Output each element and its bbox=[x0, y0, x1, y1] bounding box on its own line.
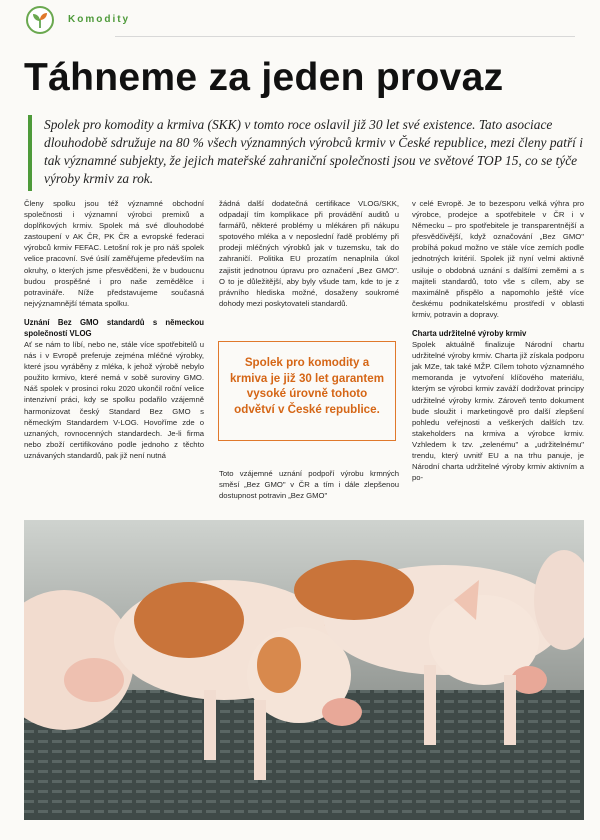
col1-paragraph-1: Členy spolku jsou též významné obchodní společnosti i významní výrobci premixů a doplňkových krmiv. Spolek má své dlouhodobé zastoupení v AK ČR, PK ČR a evropské federaci výrobců krmiv FEFAC. Letošní rok je pro náš spolek velice pracovní. Své úsilí zaměřujeme především na okruhy, o kterých jsme přesvědčeni, že v budoucnu budou prospěšné i pro naše zemědělce i potravináře. Níže představujeme současná nejvýznamnější témata spolku. bbox=[24, 199, 204, 308]
article-lead: Spolek pro komodity a krmiva (SKK) v tomto roce oslavil již 30 let své existence. Tato asociace dlouhodobě sdružuje na 80 % všech významných výrobců krmiv v České republice, mezi členy patří i tak významné subjekty, že jejich mateřské zahraniční společnosti jsou ve světové TOP 15, co se týče výroby krmiv za rok. bbox=[44, 117, 583, 186]
col3-paragraph-2: Spolek aktuálně finalizuje Národní chartu udržitelné výroby krmiv. Charta již získala podporu jak MZe, tak také MŽP. Cílem tohoto významného memoranda je vytvoření klíčového materiálu, kterým se výrobci krmiv zaváží dodržovat principy udržitelné výroby krmiv. Zároveň tento dokument bude sloužit i marketingově pro další zlepšení pohledu veřejnosti a veškerých dalších tzv. stakeholders na krmiva a výrobce krmiv. Vzhledem k tzv. „zelenému" a „udržitelnému" trendu, který uvnitř EU a na trhu panuje, je Národní charta udržitelné výroby krmiv aktivním a po- bbox=[412, 340, 584, 483]
col1-paragraph-2: Ať se nám to líbí, nebo ne, stále více spotřebitelů u nás i v Evropě preferuje zejména mléčné výrobky, které jsou vyráběny z mléka, k jehož výrobě nebylo použito krmivo, které nemá v sobě suroviny GMO. Náš spolek v prosinci roku 2020 ukončil roční velice intenzivní práci, kdy se spolku podařilo vzájemně harmonizovat český Standard Bez GMO s německým Standardem V-LOG. Hovoříme zde o uznaných, rovnocenných standardech. Je-li firma nebo zboží certifikováno podle jednoho z těchto uznávaných standardů, pak již není nutná bbox=[24, 339, 204, 460]
header-divider bbox=[115, 36, 575, 37]
piglets-photo bbox=[24, 520, 584, 820]
col2-paragraph-1: žádná další dodatečná certifikace VLOG/SKK, odpadají tím komplikace při provádění auditů u farmářů, některé problémy u mlékáren při nákupu spotového mléka a v neposlední řadě problémy při prodeji mléčných výrobků jak v tuzemsku, tak do zahraničí. Politika EU prozatím nenaplnila úkol zajistit jednotnou úpravu pro označení „Bez GMO". O to je důležitější, aby byly všude tam, kde to je z právního hlediska možné, dosaženy soukromé dohody mezi poskytovateli standardů. bbox=[219, 199, 399, 308]
page-header bbox=[0, 0, 600, 40]
col1-heading: Uznání Bez GMO standardů s německou společností VLOG bbox=[24, 317, 204, 338]
pull-quote bbox=[218, 341, 396, 441]
col2-paragraph-2: Toto vzájemné uznání podpoří výrobu krmných směsí „Bez GMO" v ČR a tím i dále zlepšenou dostupnost potravin „Bez GMO" bbox=[219, 469, 399, 501]
col3-heading: Charta udržitelné výroby krmiv bbox=[412, 329, 527, 339]
column-1 bbox=[24, 198, 204, 461]
lead-accent-bar bbox=[28, 115, 32, 191]
column-2-continued bbox=[219, 468, 399, 501]
leaf-logo-icon bbox=[26, 6, 54, 34]
section-label: Komodity bbox=[68, 14, 131, 25]
col3-paragraph-1: v celé Evropě. Je to bezesporu velká výhra pro výrobce, prodejce a spotřebitele v ČR i v Německu – pro spotřebitele je transparentnější a přesvědčivější, když označování „Bez GMO" probíhá pokud možno ve stále více zemích podle jednotných kritérií. Spolek již nyní velmi aktivně usiluje o obdobná uznání s dalšími zeměmi a s majiteli standardů, toto vše s cílem, aby se maximálně přispělo a napomohlo ještě více českému podnikatelskému prostředí v oblasti krmiv, potravin a dopravy. bbox=[412, 199, 584, 319]
pull-quote-text: Spolek pro komodity a krmiva je již 30 let garantem vysoké úrovně tohoto odvětví v České republice. bbox=[229, 356, 384, 416]
column-2 bbox=[219, 198, 399, 309]
column-3 bbox=[412, 198, 584, 483]
article-title: Táhneme za jeden provaz bbox=[24, 56, 504, 99]
